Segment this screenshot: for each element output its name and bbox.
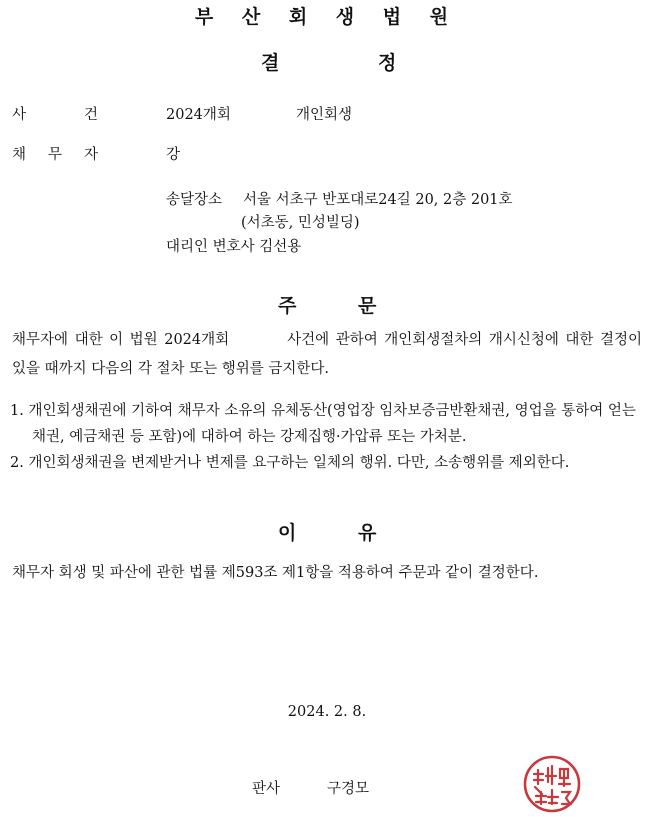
doc-type-char-1: 결 — [261, 52, 280, 74]
case-number: 2024개회 — [166, 107, 231, 123]
decision-date: 2024. 2. 8. — [287, 704, 367, 720]
order-text: 채무자에 대한 이 법원 2024개회 사건에 관하여 개인회생절차의 개시신청에 대한 결정이 있을 때까지 다음의 각 절차 또는 행위를 금지한다. — [12, 332, 642, 377]
agent: 대리인 변호사 김선용 — [166, 239, 302, 255]
case-label: 사 건 — [12, 107, 98, 123]
order-item: 2. 개인회생채권을 변제받거나 변제를 요구하는 일체의 행위. 다만, 소송행위를 제외한다. — [10, 455, 570, 471]
reason-heading-char-1: 이 — [278, 522, 297, 544]
order-heading — [0, 291, 654, 319]
order-heading-char-2: 문 — [358, 295, 377, 317]
document-type-heading — [0, 48, 654, 76]
judge-name: 구경모 — [327, 781, 370, 797]
doc-type-char-2: 정 — [378, 52, 397, 74]
order-heading-char-1: 주 — [278, 295, 297, 317]
reason-heading-char-2: 유 — [358, 522, 377, 544]
case-name: 개인회생 — [296, 107, 353, 123]
address-label: 송달장소 — [166, 192, 223, 208]
address: 서울 서초구 반포대로24길 20, 2층 201호 — [243, 192, 513, 208]
judge-title: 판사 — [252, 781, 281, 797]
judge-seal-icon — [522, 754, 582, 814]
address-detail: (서초동, 민성빌딩) — [241, 215, 360, 231]
debtor-name: 강 — [166, 147, 181, 163]
debtor-label: 채 무 자 — [12, 147, 98, 163]
court-name: 부 산 회 생 법 원 — [194, 6, 460, 28]
reason-heading — [0, 518, 654, 546]
order-items — [10, 398, 644, 476]
reason-text: 채무자 회생 및 파산에 관한 법률 제593조 제1항을 적용하여 주문과 같이 결정한다. — [12, 565, 539, 581]
order-item: 1. 개인회생채권에 기하여 채무자 소유의 유체동산(영업장 임차보증금반환채권, 영업을 통하여 얻는 채권, 예금채권 등 포함)에 대하여 하는 강제집행·가압류 또는 가처분. — [10, 403, 636, 445]
